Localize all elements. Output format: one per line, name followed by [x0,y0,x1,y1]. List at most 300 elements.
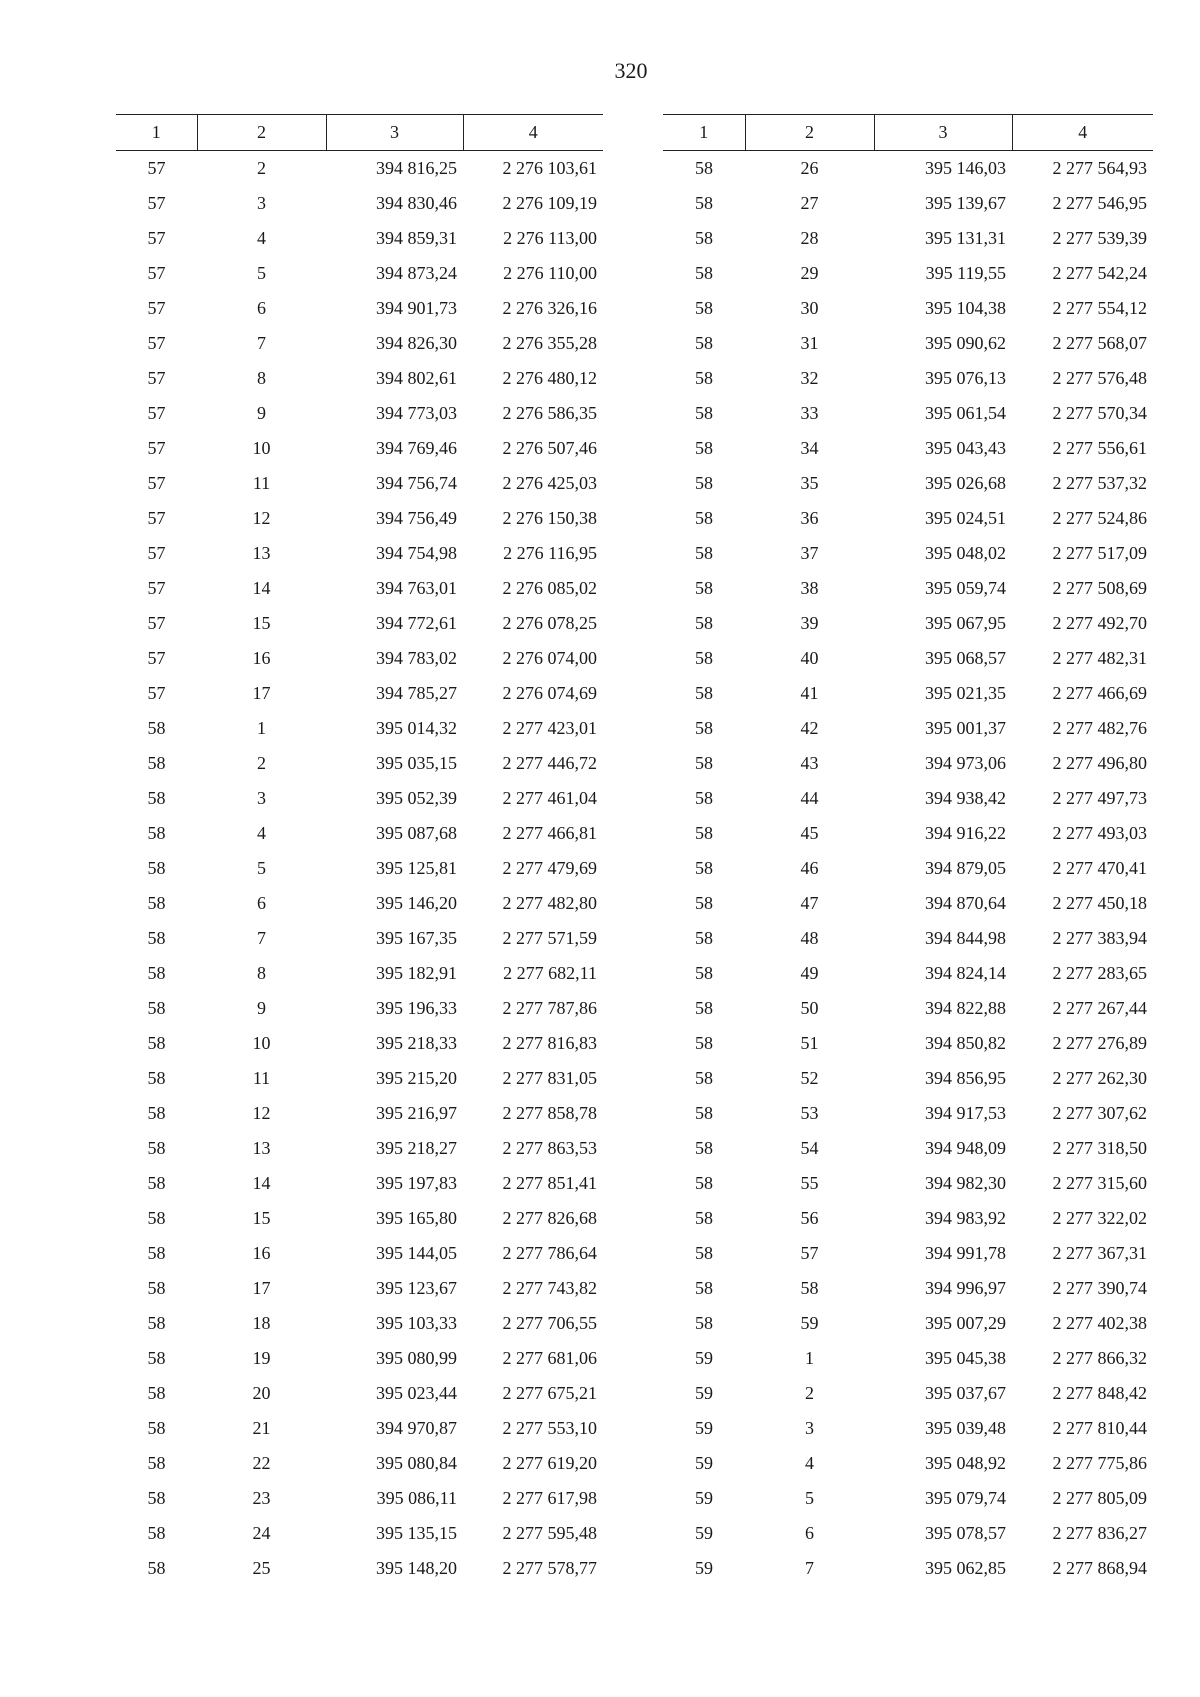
table-row [663,991,1153,1026]
table-row [663,956,1153,991]
zone-number-cell: 57 [147,298,166,318]
table-row [116,1166,603,1201]
x-coordinate-cell: 394 773,03 [376,403,457,423]
zone-number-cell: 58 [695,753,713,773]
y-coordinate-cell: 2 276 085,02 [502,578,597,598]
table-row [663,431,1153,466]
table-row [663,851,1153,886]
x-coordinate-cell: 394 859,31 [376,228,457,248]
x-coordinate-cell: 395 080,99 [376,1348,457,1368]
table-row [663,1411,1153,1446]
point-number-cell: 42 [800,718,819,738]
point-number-cell: 13 [252,1138,271,1158]
point-number-cell: 54 [800,1138,819,1158]
x-coordinate-cell: 395 039,48 [925,1418,1006,1438]
table-row [663,606,1153,641]
point-number-cell: 17 [252,1278,271,1298]
point-number-cell: 16 [252,648,271,668]
zone-number-cell: 58 [147,1453,166,1473]
table-row [663,1061,1153,1096]
table-row [116,921,603,956]
table-row [116,1061,603,1096]
table-row [663,186,1153,221]
x-coordinate-cell: 394 756,49 [376,508,457,528]
y-coordinate-cell: 2 277 595,48 [502,1523,597,1543]
table-row [116,256,603,291]
x-coordinate-cell: 395 103,33 [376,1313,457,1333]
point-number-cell: 58 [800,1278,819,1298]
x-coordinate-cell: 395 197,83 [376,1173,457,1193]
column-header: 4 [463,115,603,151]
x-coordinate-cell: 395 087,68 [376,823,457,843]
table-row [116,151,603,187]
point-number-cell: 49 [800,963,819,983]
zone-number-cell: 58 [695,1173,713,1193]
x-coordinate-cell: 394 856,95 [925,1068,1006,1088]
table-row [116,431,603,466]
x-coordinate-cell: 395 167,35 [376,928,457,948]
point-number-cell: 3 [805,1418,814,1438]
x-coordinate-cell: 395 001,37 [925,718,1006,738]
point-number-cell: 11 [252,473,271,493]
zone-number-cell: 59 [695,1383,713,1403]
table-row [663,501,1153,536]
zone-number-cell: 58 [695,998,713,1018]
zone-number-cell: 58 [147,1033,166,1053]
x-coordinate-cell: 395 026,68 [925,473,1006,493]
y-coordinate-cell: 2 277 318,50 [1052,1138,1147,1158]
point-number-cell: 5 [257,858,266,878]
x-coordinate-cell: 395 079,74 [925,1488,1006,1508]
point-number-cell: 43 [800,753,819,773]
x-coordinate-cell: 394 772,61 [376,613,457,633]
zone-number-cell: 58 [695,438,713,458]
zone-number-cell: 57 [147,333,166,353]
table-row [663,1551,1153,1586]
y-coordinate-cell: 2 276 480,12 [502,368,597,388]
table-row [663,1306,1153,1341]
y-coordinate-cell: 2 277 446,72 [502,753,597,773]
table-row [116,501,603,536]
y-coordinate-cell: 2 277 682,11 [503,963,597,983]
table-row [663,536,1153,571]
point-number-cell: 12 [252,508,271,528]
table-row [116,676,603,711]
zone-number-cell: 58 [695,578,713,598]
table-row [663,1271,1153,1306]
point-number-cell: 6 [257,893,266,913]
x-coordinate-cell: 395 119,55 [925,263,1006,283]
y-coordinate-cell: 2 276 116,95 [503,543,597,563]
zone-number-cell: 58 [695,1313,713,1333]
y-coordinate-cell: 2 277 866,32 [1052,1348,1147,1368]
x-coordinate-cell: 395 007,29 [925,1313,1006,1333]
table-row [663,676,1153,711]
y-coordinate-cell: 2 277 848,42 [1052,1383,1147,1403]
zone-number-cell: 58 [147,1173,166,1193]
table-row [663,256,1153,291]
zone-number-cell: 58 [695,613,713,633]
zone-number-cell: 57 [147,193,166,213]
zone-number-cell: 58 [695,1278,713,1298]
y-coordinate-cell: 2 277 466,81 [502,823,597,843]
column-header: 2 [745,115,874,151]
y-coordinate-cell: 2 277 524,86 [1052,508,1147,528]
x-coordinate-cell: 395 021,35 [925,683,1006,703]
table-row [663,361,1153,396]
zone-number-cell: 57 [147,508,166,528]
table-row [663,746,1153,781]
y-coordinate-cell: 2 277 546,95 [1052,193,1147,213]
y-coordinate-cell: 2 276 074,00 [502,648,597,668]
y-coordinate-cell: 2 277 617,98 [502,1488,597,1508]
zone-number-cell: 57 [147,473,166,493]
x-coordinate-cell: 394 970,87 [376,1418,457,1438]
zone-number-cell: 57 [147,368,166,388]
zone-number-cell: 57 [147,578,166,598]
x-coordinate-cell: 395 139,67 [925,193,1006,213]
x-coordinate-cell: 395 148,20 [376,1558,457,1578]
zone-number-cell: 58 [695,403,713,423]
x-coordinate-cell: 395 215,20 [376,1068,457,1088]
x-coordinate-cell: 394 783,02 [376,648,457,668]
point-number-cell: 48 [800,928,819,948]
point-number-cell: 29 [800,263,819,283]
table-row [663,1376,1153,1411]
zone-number-cell: 58 [695,928,713,948]
y-coordinate-cell: 2 277 450,18 [1052,893,1147,913]
y-coordinate-cell: 2 277 496,80 [1052,753,1147,773]
y-coordinate-cell: 2 277 576,48 [1052,368,1147,388]
x-coordinate-cell: 394 996,97 [925,1278,1006,1298]
point-number-cell: 7 [257,333,266,353]
table-row [663,396,1153,431]
x-coordinate-cell: 395 182,91 [376,963,457,983]
zone-number-cell: 59 [695,1453,713,1473]
point-number-cell: 10 [252,438,271,458]
y-coordinate-cell: 2 277 537,32 [1052,473,1147,493]
table-row [116,1236,603,1271]
x-coordinate-cell: 394 916,22 [925,823,1006,843]
zone-number-cell: 57 [147,158,166,178]
point-number-cell: 38 [800,578,819,598]
point-number-cell: 2 [257,158,266,178]
x-coordinate-cell: 394 756,74 [376,473,457,493]
y-coordinate-cell: 2 276 425,03 [502,473,597,493]
point-number-cell: 2 [805,1383,814,1403]
zone-number-cell: 58 [695,823,713,843]
y-coordinate-cell: 2 277 482,76 [1052,718,1147,738]
x-coordinate-cell: 394 948,09 [925,1138,1006,1158]
x-coordinate-cell: 395 123,67 [376,1278,457,1298]
table-row [116,781,603,816]
zone-number-cell: 58 [695,228,713,248]
y-coordinate-cell: 2 277 805,09 [1052,1488,1147,1508]
table-row [663,466,1153,501]
point-number-cell: 21 [252,1418,271,1438]
y-coordinate-cell: 2 277 267,44 [1052,998,1147,1018]
y-coordinate-cell: 2 277 816,83 [502,1033,597,1053]
y-coordinate-cell: 2 277 571,59 [502,928,597,948]
x-coordinate-cell: 395 196,33 [376,998,457,1018]
zone-number-cell: 58 [695,648,713,668]
point-number-cell: 18 [252,1313,271,1333]
coordinates-table-right [663,114,1153,1586]
coordinates-table-left [116,114,603,1586]
zone-number-cell: 58 [695,1138,713,1158]
table-row [663,571,1153,606]
y-coordinate-cell: 2 277 493,03 [1052,823,1147,843]
x-coordinate-cell: 395 048,02 [925,543,1006,563]
point-number-cell: 3 [257,788,266,808]
y-coordinate-cell: 2 277 517,09 [1052,543,1147,563]
table-header-row [663,115,1153,151]
y-coordinate-cell: 2 277 863,53 [502,1138,597,1158]
x-coordinate-cell: 395 035,15 [376,753,457,773]
point-number-cell: 27 [800,193,819,213]
point-number-cell: 9 [257,403,266,423]
zone-number-cell: 58 [695,1208,713,1228]
y-coordinate-cell: 2 277 307,62 [1052,1103,1147,1123]
point-number-cell: 24 [252,1523,271,1543]
x-coordinate-cell: 395 125,81 [376,858,457,878]
x-coordinate-cell: 395 135,15 [376,1523,457,1543]
zone-number-cell: 58 [695,473,713,493]
point-number-cell: 6 [257,298,266,318]
y-coordinate-cell: 2 277 868,94 [1052,1558,1147,1578]
point-number-cell: 56 [800,1208,819,1228]
x-coordinate-cell: 395 104,38 [925,298,1006,318]
point-number-cell: 1 [805,1348,814,1368]
point-number-cell: 26 [800,158,819,178]
table-row [663,326,1153,361]
point-number-cell: 34 [800,438,819,458]
table-row [116,1306,603,1341]
table-row [116,466,603,501]
table-row [116,1411,603,1446]
x-coordinate-cell: 395 059,74 [925,578,1006,598]
table-row [116,956,603,991]
zone-number-cell: 57 [147,648,166,668]
x-coordinate-cell: 395 045,38 [925,1348,1006,1368]
x-coordinate-cell: 394 983,92 [925,1208,1006,1228]
point-number-cell: 30 [800,298,819,318]
x-coordinate-cell: 395 052,39 [376,788,457,808]
point-number-cell: 7 [805,1558,814,1578]
point-number-cell: 13 [252,543,271,563]
y-coordinate-cell: 2 277 554,12 [1052,298,1147,318]
y-coordinate-cell: 2 276 355,28 [502,333,597,353]
zone-number-cell: 58 [147,963,166,983]
y-coordinate-cell: 2 277 402,38 [1052,1313,1147,1333]
column-header: 2 [197,115,326,151]
table-row [663,816,1153,851]
y-coordinate-cell: 2 276 113,00 [503,228,597,248]
point-number-cell: 28 [800,228,819,248]
table-row [116,396,603,431]
point-number-cell: 55 [800,1173,819,1193]
zone-number-cell: 58 [147,1278,166,1298]
y-coordinate-cell: 2 277 482,80 [502,893,597,913]
zone-number-cell: 58 [695,963,713,983]
column-header: 1 [116,115,197,151]
zone-number-cell: 57 [147,438,166,458]
y-coordinate-cell: 2 277 619,20 [502,1453,597,1473]
table-row [116,1376,603,1411]
x-coordinate-cell: 395 216,97 [376,1103,457,1123]
point-number-cell: 44 [800,788,819,808]
zone-number-cell: 58 [695,298,713,318]
zone-number-cell: 58 [147,893,166,913]
zone-number-cell: 58 [695,158,713,178]
x-coordinate-cell: 394 830,46 [376,193,457,213]
page-number: 320 [614,58,648,83]
point-number-cell: 14 [252,1173,271,1193]
zone-number-cell: 58 [695,683,713,703]
table-row [116,221,603,256]
y-coordinate-cell: 2 277 810,44 [1052,1418,1147,1438]
table-row [663,1236,1153,1271]
zone-number-cell: 58 [147,788,166,808]
point-number-cell: 39 [800,613,819,633]
table-header-row [116,115,603,151]
table-row [663,1516,1153,1551]
zone-number-cell: 58 [147,1103,166,1123]
point-number-cell: 59 [800,1313,819,1333]
zone-number-cell: 58 [147,858,166,878]
table-row [116,361,603,396]
zone-number-cell: 58 [695,368,713,388]
zone-number-cell: 58 [147,1313,166,1333]
point-number-cell: 4 [805,1453,814,1473]
x-coordinate-cell: 394 754,98 [376,543,457,563]
point-number-cell: 11 [252,1068,271,1088]
x-coordinate-cell: 394 785,27 [376,683,457,703]
zone-number-cell: 57 [147,543,166,563]
table-row [116,816,603,851]
x-coordinate-cell: 394 769,46 [376,438,457,458]
x-coordinate-cell: 395 076,13 [925,368,1006,388]
table-row [116,641,603,676]
x-coordinate-cell: 394 901,73 [376,298,457,318]
table-row [116,886,603,921]
zone-number-cell: 58 [147,1418,166,1438]
y-coordinate-cell: 2 277 858,78 [502,1103,597,1123]
point-number-cell: 15 [252,1208,271,1228]
zone-number-cell: 58 [695,858,713,878]
y-coordinate-cell: 2 277 479,69 [502,858,597,878]
x-coordinate-cell: 394 822,88 [925,998,1006,1018]
point-number-cell: 4 [257,228,266,248]
x-coordinate-cell: 395 078,57 [925,1523,1006,1543]
y-coordinate-cell: 2 277 423,01 [502,718,597,738]
point-number-cell: 37 [800,543,819,563]
zone-number-cell: 58 [695,333,713,353]
y-coordinate-cell: 2 277 492,70 [1052,613,1147,633]
x-coordinate-cell: 395 086,11 [376,1488,457,1508]
zone-number-cell: 57 [147,403,166,423]
x-coordinate-cell: 394 991,78 [925,1243,1006,1263]
point-number-cell: 32 [800,368,819,388]
y-coordinate-cell: 2 277 322,02 [1052,1208,1147,1228]
y-coordinate-cell: 2 277 315,60 [1052,1173,1147,1193]
point-number-cell: 45 [800,823,819,843]
y-coordinate-cell: 2 277 508,69 [1052,578,1147,598]
table-row [116,711,603,746]
x-coordinate-cell: 394 873,24 [376,263,457,283]
x-coordinate-cell: 395 218,33 [376,1033,457,1053]
y-coordinate-cell: 2 277 831,05 [502,1068,597,1088]
x-coordinate-cell: 394 850,82 [925,1033,1006,1053]
y-coordinate-cell: 2 277 276,89 [1052,1033,1147,1053]
y-coordinate-cell: 2 277 706,55 [502,1313,597,1333]
point-number-cell: 50 [800,998,819,1018]
table-row [663,921,1153,956]
column-header: 3 [326,115,463,151]
table-row [663,151,1153,187]
table-row [663,781,1153,816]
y-coordinate-cell: 2 277 836,27 [1052,1523,1147,1543]
x-coordinate-cell: 395 146,20 [376,893,457,913]
point-number-cell: 8 [257,963,266,983]
y-coordinate-cell: 2 277 578,77 [502,1558,597,1578]
column-header: 3 [874,115,1012,151]
x-coordinate-cell: 395 037,67 [925,1383,1006,1403]
table-row [116,186,603,221]
x-coordinate-cell: 394 802,61 [376,368,457,388]
point-number-cell: 17 [252,683,271,703]
x-coordinate-cell: 394 824,14 [925,963,1006,983]
zone-number-cell: 57 [147,228,166,248]
y-coordinate-cell: 2 277 743,82 [502,1278,597,1298]
column-header: 1 [663,115,745,151]
zone-number-cell: 58 [695,193,713,213]
y-coordinate-cell: 2 277 539,39 [1052,228,1147,248]
point-number-cell: 2 [257,753,266,773]
zone-number-cell: 58 [147,1138,166,1158]
zone-number-cell: 58 [695,543,713,563]
y-coordinate-cell: 2 277 675,21 [502,1383,597,1403]
table-row [663,1026,1153,1061]
x-coordinate-cell: 395 165,80 [376,1208,457,1228]
x-coordinate-cell: 395 067,95 [925,613,1006,633]
x-coordinate-cell: 395 014,32 [376,718,457,738]
y-coordinate-cell: 2 277 851,41 [502,1173,597,1193]
point-number-cell: 16 [252,1243,271,1263]
x-coordinate-cell: 394 826,30 [376,333,457,353]
table-row [116,1516,603,1551]
point-number-cell: 53 [800,1103,819,1123]
table-row [663,1096,1153,1131]
x-coordinate-cell: 395 061,54 [925,403,1006,423]
x-coordinate-cell: 394 763,01 [376,578,457,598]
zone-number-cell: 58 [147,998,166,1018]
table-row [116,1201,603,1236]
y-coordinate-cell: 2 276 326,16 [502,298,597,318]
x-coordinate-cell: 395 080,84 [376,1453,457,1473]
x-coordinate-cell: 394 844,98 [925,928,1006,948]
table-row [116,571,603,606]
zone-number-cell: 58 [695,788,713,808]
point-number-cell: 52 [800,1068,819,1088]
y-coordinate-cell: 2 276 150,38 [502,508,597,528]
point-number-cell: 33 [800,403,819,423]
table-row [116,1271,603,1306]
point-number-cell: 6 [805,1523,814,1543]
zone-number-cell: 59 [695,1558,713,1578]
zone-number-cell: 58 [147,1383,166,1403]
table-row [663,886,1153,921]
